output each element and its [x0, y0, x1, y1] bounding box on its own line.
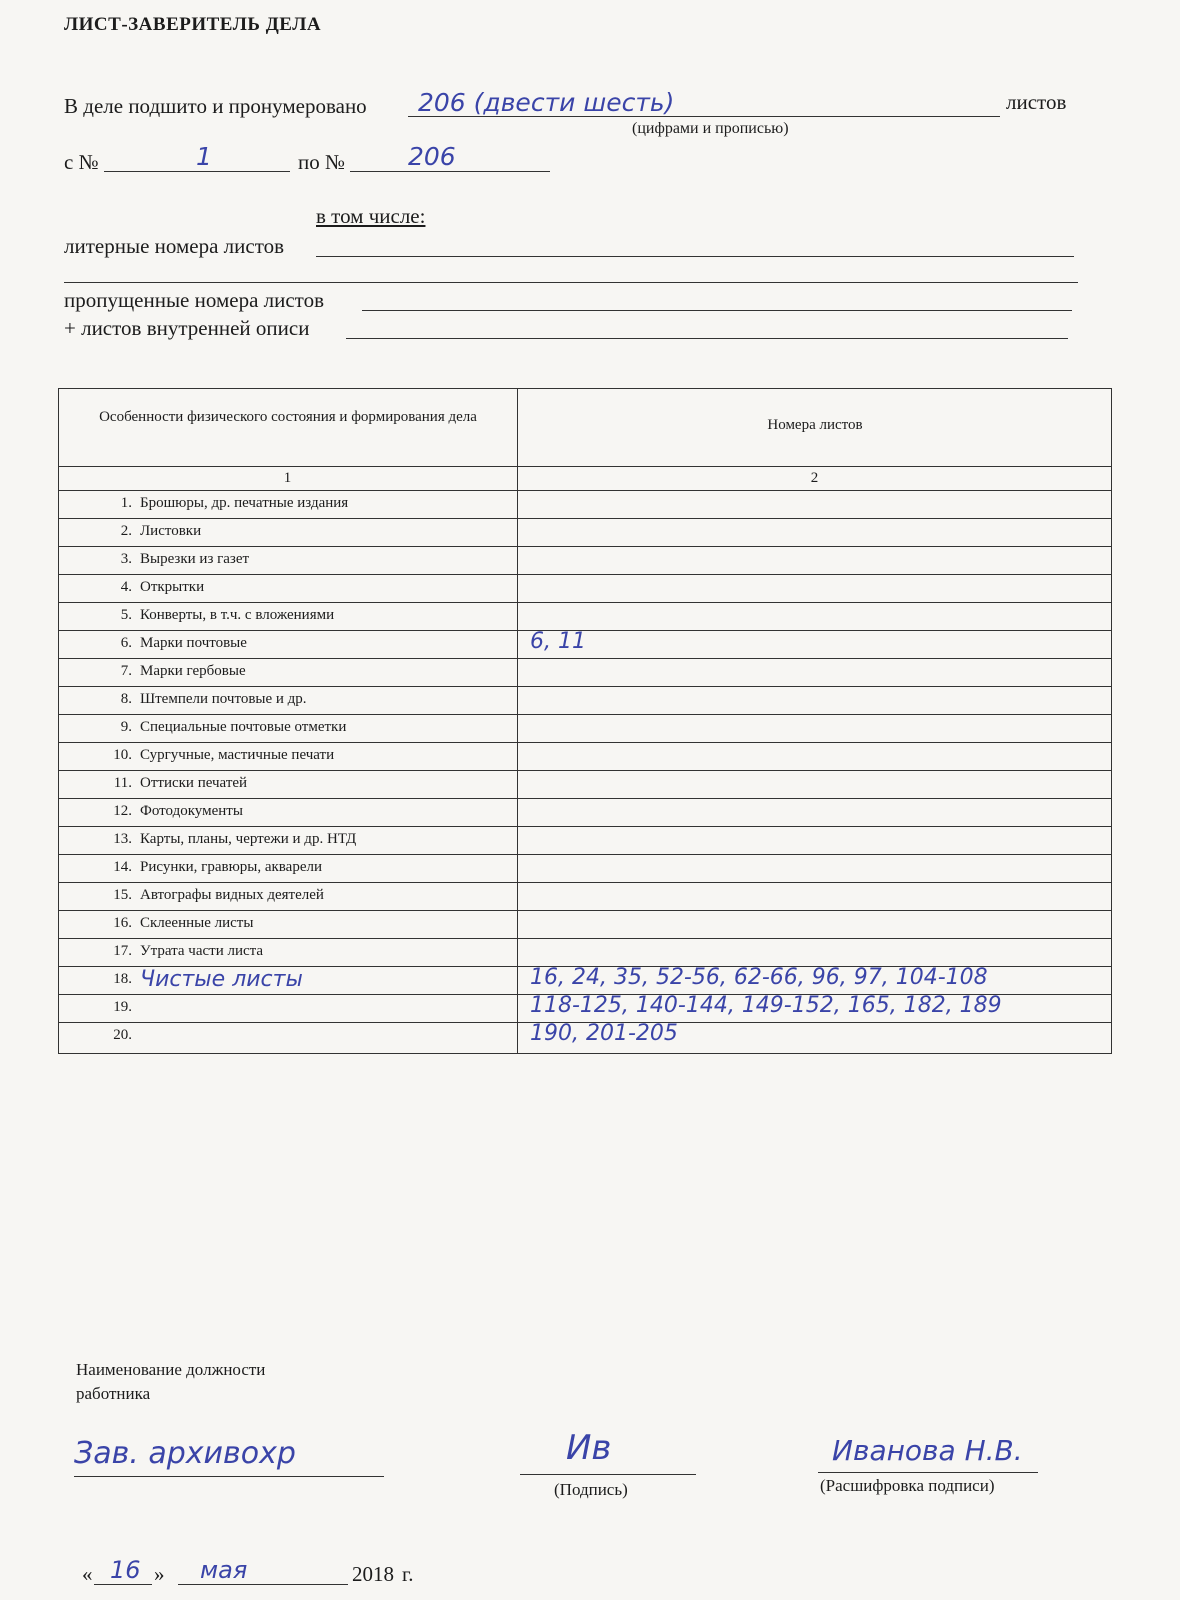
inventory-sheets-label: + листов внутренней описи: [64, 316, 310, 340]
table-row-number: 10.: [113, 747, 132, 763]
table-row-number: 12.: [113, 803, 132, 819]
table-row-number: 19.: [113, 999, 132, 1015]
decoding-underline: [818, 1472, 1038, 1473]
table-row-value: 16, 24, 35, 52-56, 62-66, 96, 97, 104-108: [530, 965, 988, 990]
range-from-value: 1: [196, 142, 212, 171]
inventory-sheets-underline: [346, 338, 1068, 339]
table-row-line: [58, 574, 1112, 575]
table-row-label: Фотодокументы: [140, 803, 243, 819]
table-row-number: 7.: [120, 663, 132, 679]
table-row-label: Карты, планы, чертежи и др. НТД: [140, 831, 357, 847]
table-row-number: 6.: [120, 635, 132, 651]
count-prefix: В деле подшито и пронумеровано: [64, 94, 367, 118]
table-row-line: [58, 602, 1112, 603]
table-row-label: Сургучные, мастичные печати: [140, 747, 335, 763]
decoding-value: Иванова Н.В.: [832, 1434, 1023, 1467]
table-row-line: [58, 518, 1112, 519]
table-row-number: 8.: [120, 691, 132, 707]
table-row-line: [58, 882, 1112, 883]
table-row-number: 11.: [113, 775, 132, 791]
table-row-label: Автографы видных деятелей: [140, 887, 324, 903]
date-day: 16: [110, 1556, 141, 1584]
table-row-number: 2.: [120, 523, 132, 539]
missing-numbers-label: пропущенные номера листов: [64, 288, 324, 312]
table-row-label: Специальные почтовые отметки: [140, 719, 347, 735]
table-row-number: 14.: [113, 859, 132, 875]
table-row-line: [58, 742, 1112, 743]
table-row-line: [58, 686, 1112, 687]
table-row-number: 9.: [120, 719, 132, 735]
table-row-line: [58, 658, 1112, 659]
table-row-line: [58, 854, 1112, 855]
table-header-col2: Номера листов: [767, 417, 863, 433]
table-row-label: Марки почтовые: [140, 635, 247, 651]
date-suffix: г.: [402, 1562, 414, 1586]
table-row-number: 13.: [113, 831, 132, 847]
table-row-line: [58, 938, 1112, 939]
table-row-line: [58, 770, 1112, 771]
count-hint: (цифрами и прописью): [632, 120, 789, 137]
signature-underline: [520, 1474, 696, 1475]
table-row-label: Рисунки, гравюры, акварели: [140, 859, 323, 875]
range-to-underline: [350, 171, 550, 172]
table-row-number: 5.: [120, 607, 132, 623]
date-month: мая: [200, 1556, 248, 1584]
table-row-line: [58, 826, 1112, 827]
count-suffix: листов: [1006, 90, 1067, 114]
table-row-label: Марки гербовые: [140, 663, 246, 679]
table-row-label: Конверты, в т.ч. с вложениями: [140, 607, 335, 623]
decoding-label: (Расшифровка подписи): [820, 1476, 995, 1495]
table-row-line: [58, 714, 1112, 715]
table-index-col1: 1: [283, 470, 292, 486]
table-row-number: 18.: [113, 971, 132, 987]
position-underline: [74, 1476, 384, 1477]
table-row-line: [58, 798, 1112, 799]
count-value: 206 (двести шесть): [418, 88, 675, 117]
table-row-line: [58, 546, 1112, 547]
table-row-line: [58, 490, 1112, 491]
table-row-label: Брошюры, др. печатные издания: [140, 495, 349, 511]
date-year: 2018: [352, 1562, 394, 1586]
table-row-number: 15.: [113, 887, 132, 903]
range-to-label: по №: [298, 150, 346, 174]
table-row-number: 16.: [113, 915, 132, 931]
table-row-label: Штемпели почтовые и др.: [140, 691, 307, 707]
letter-numbers-underline: [316, 256, 1074, 257]
table-row-value: 6, 11: [530, 629, 586, 654]
letter-numbers-underline-2: [64, 282, 1078, 283]
table-row-value: 118-125, 140-144, 149-152, 165, 182, 189: [530, 993, 1002, 1018]
missing-numbers-underline: [362, 310, 1072, 311]
position-value: Зав. архивохр: [74, 1436, 296, 1471]
range-from-underline: [104, 171, 290, 172]
table-row-number: 17.: [113, 943, 132, 959]
table-row-label: Утрата части листа: [140, 943, 264, 959]
table-header-col1: Особенности физического состояния и формирования дела: [99, 409, 477, 425]
position-label: Наименование должности работника: [76, 1360, 266, 1403]
date-open-quote: «: [82, 1562, 93, 1586]
sheet-features-table: [58, 388, 1112, 1054]
table-row-label: Открытки: [140, 579, 205, 595]
including-label: в том числе:: [316, 204, 426, 228]
table-row-value: 190, 201-205: [530, 1021, 678, 1046]
date-close-quote: »: [154, 1562, 165, 1586]
signature: Ив: [566, 1428, 612, 1468]
document-title: ЛИСТ-ЗАВЕРИТЕЛЬ ДЕЛА: [64, 14, 322, 35]
table-row-line: [58, 910, 1112, 911]
date-day-underline: [94, 1584, 152, 1585]
table-index-col2: 2: [810, 470, 819, 486]
range-to-value: 206: [408, 142, 456, 171]
table-row-label: Листовки: [140, 523, 202, 539]
table-row-label: Склеенные листы: [140, 915, 254, 931]
table-row-number: 4.: [120, 579, 132, 595]
table-row-number: 3.: [120, 551, 132, 567]
letter-numbers-label: литерные номера листов: [64, 234, 285, 258]
table-row-label: Оттиски печатей: [140, 775, 248, 791]
table-row-number: 20.: [113, 1027, 132, 1043]
table-row-label: Чистые листы: [140, 967, 303, 992]
table-row-number: 1.: [120, 495, 132, 511]
date-month-underline: [178, 1584, 348, 1585]
table-row-label: Вырезки из газет: [140, 551, 250, 567]
range-from-label: с №: [64, 150, 99, 174]
signature-label: (Подпись): [554, 1480, 628, 1499]
